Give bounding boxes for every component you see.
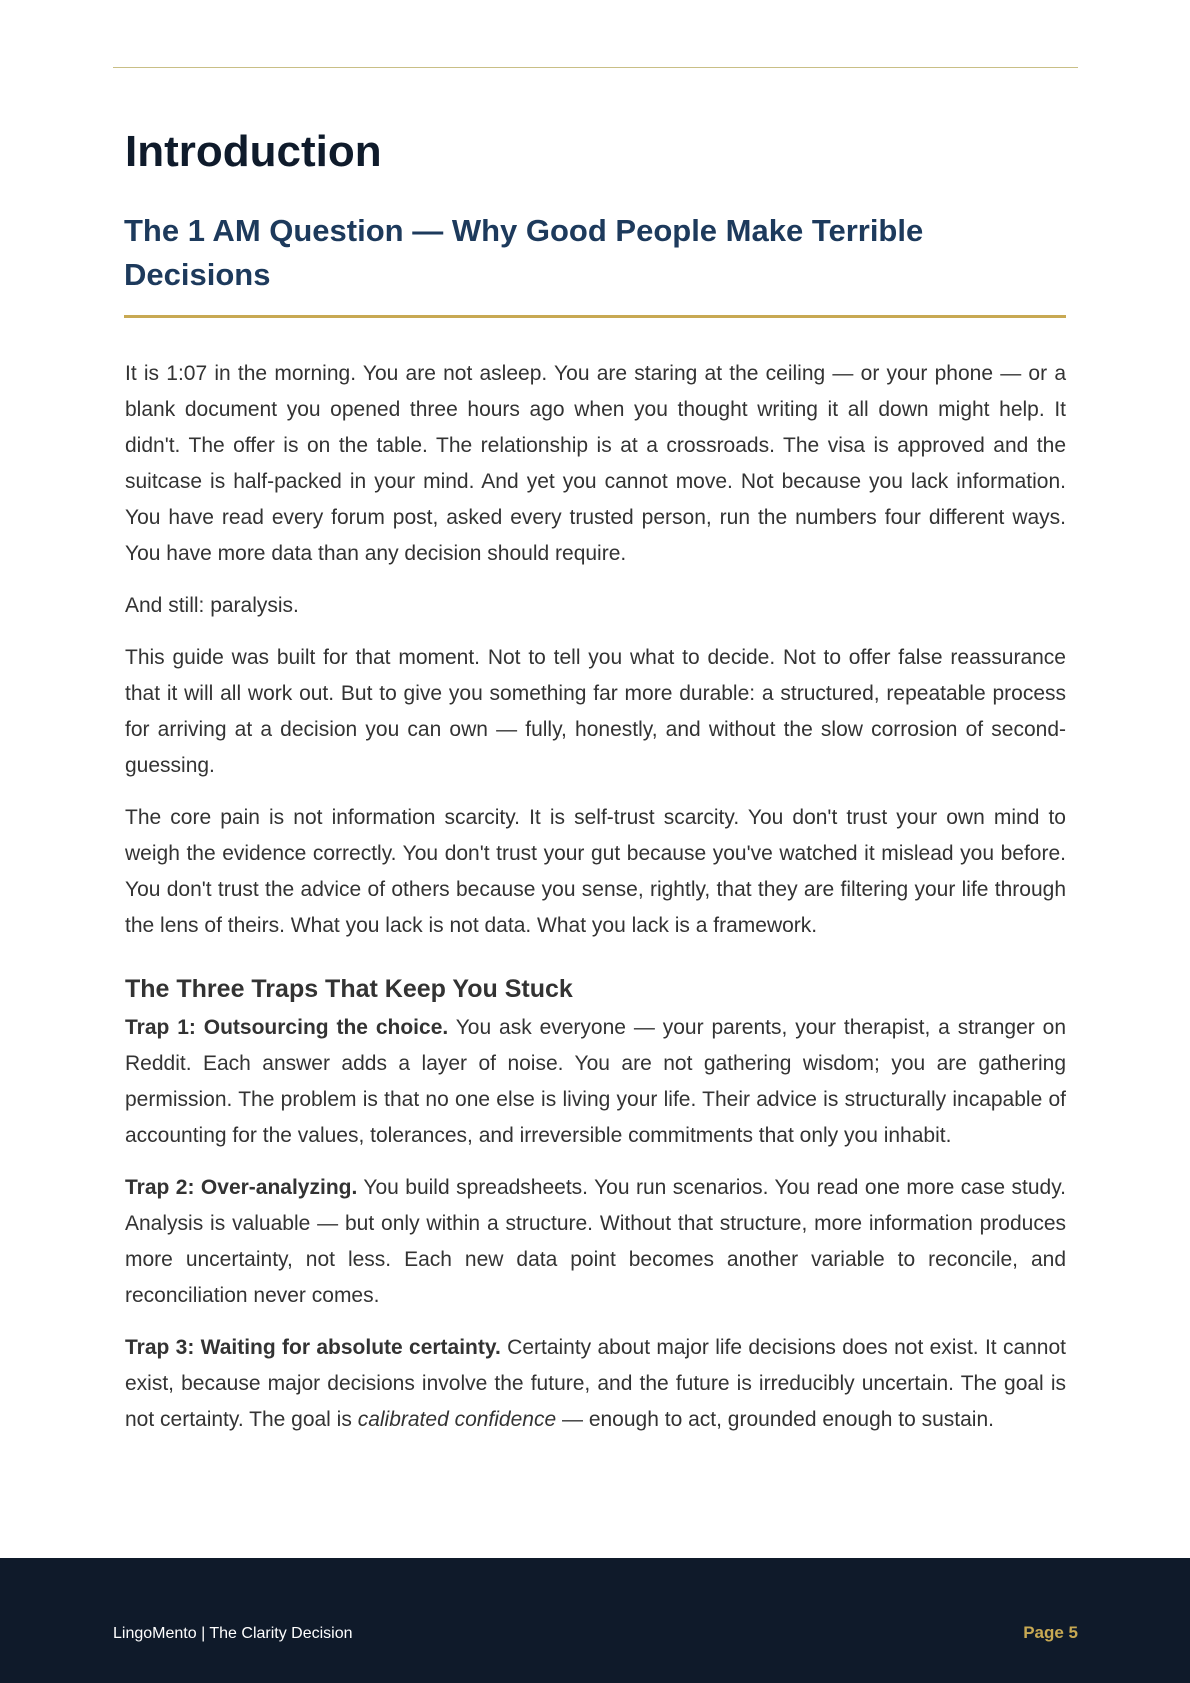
- trap-3-text-after: — enough to act, grounded enough to sustain.: [556, 1408, 994, 1431]
- trap-2-paragraph: [125, 1170, 1066, 1314]
- trap-3-emphasis: calibrated confidence: [357, 1408, 557, 1431]
- trap-1-text: You ask everyone — your parents, your therapist, a stranger on Reddit. Each answer adds a layer of noise. You are not gathering wisdom; you are gathering permission. The problem is that no one else is living your life. Their advice is structurally incapable of accounting for the values, tolerances, and irreversible commitments that only you inhabit.: [125, 1016, 1066, 1147]
- trap-3-text-before: Certainty about major life decisions does not exist. It cannot exist, because major decisions involve the future, and the future is irreducibly uncertain. The goal is not certainty. The goal is: [125, 1336, 1066, 1431]
- trap-2-lead: Trap 2: Over-analyzing.: [125, 1176, 358, 1199]
- section-title: The 1 AM Question — Why Good People Make Terrible Decisions: [124, 209, 1066, 318]
- paragraph-core-pain: The core pain is not information scarcity. It is self-trust scarcity. You don't trust your own mind to weigh the evidence correctly. You don't trust your gut because you've watched it mislead you before. You don't trust the advice of others because you sense, rightly, that they are filtering your life through the lens of theirs. What you lack is not data. What you lack is a framework.: [125, 806, 1066, 937]
- paragraph-paralysis: And still: paralysis.: [125, 594, 299, 617]
- trap-3-lead: Trap 3: Waiting for absolute certainty.: [125, 1336, 501, 1359]
- page-number: Page 5: [1023, 1623, 1078, 1642]
- chapter-title: Introduction: [125, 127, 382, 176]
- trap-3-paragraph: [125, 1330, 1066, 1438]
- paragraph-guide-purpose: This guide was built for that moment. Not to tell you what to decide. Not to offer false reassurance that it will all work out. But to give you something far more durable: a structured, repeatable process for arriving at a decision you can own — fully, honestly, and without the slow corrosion of second-guessing.: [125, 646, 1066, 777]
- trap-2-text: You build spreadsheets. You run scenarios. You read one more case study. Analysis is valuable — but only within a structure. Without that structure, more information produces more uncertainty, not less. Each new data point becomes another variable to reconcile, and reconciliation never comes.: [125, 1176, 1066, 1307]
- footer-brand: LingoMento | The Clarity Decision: [113, 1625, 353, 1642]
- paragraph-intro: It is 1:07 in the morning. You are not asleep. You are staring at the ceiling — or your phone — or a blank document you opened three hours ago when you thought writing it all down might help. It didn't. The offer is on the table. The relationship is at a crossroads. The visa is approved and the suitcase is half-packed in your mind. And yet you cannot move. Not because you lack information. You have read every forum post, asked every trusted person, run the numbers four different ways. You have more data than any decision should require.: [125, 362, 1066, 565]
- trap-1-lead: Trap 1: Outsourcing the choice.: [125, 1016, 449, 1039]
- page-content: [125, 120, 1066, 1454]
- header-rule: [113, 67, 1078, 68]
- page-footer: [0, 1558, 1190, 1683]
- body-text: [125, 356, 1066, 1438]
- trap-1-paragraph: [125, 1010, 1066, 1154]
- traps-heading: The Three Traps That Keep You Stuck: [125, 975, 573, 1003]
